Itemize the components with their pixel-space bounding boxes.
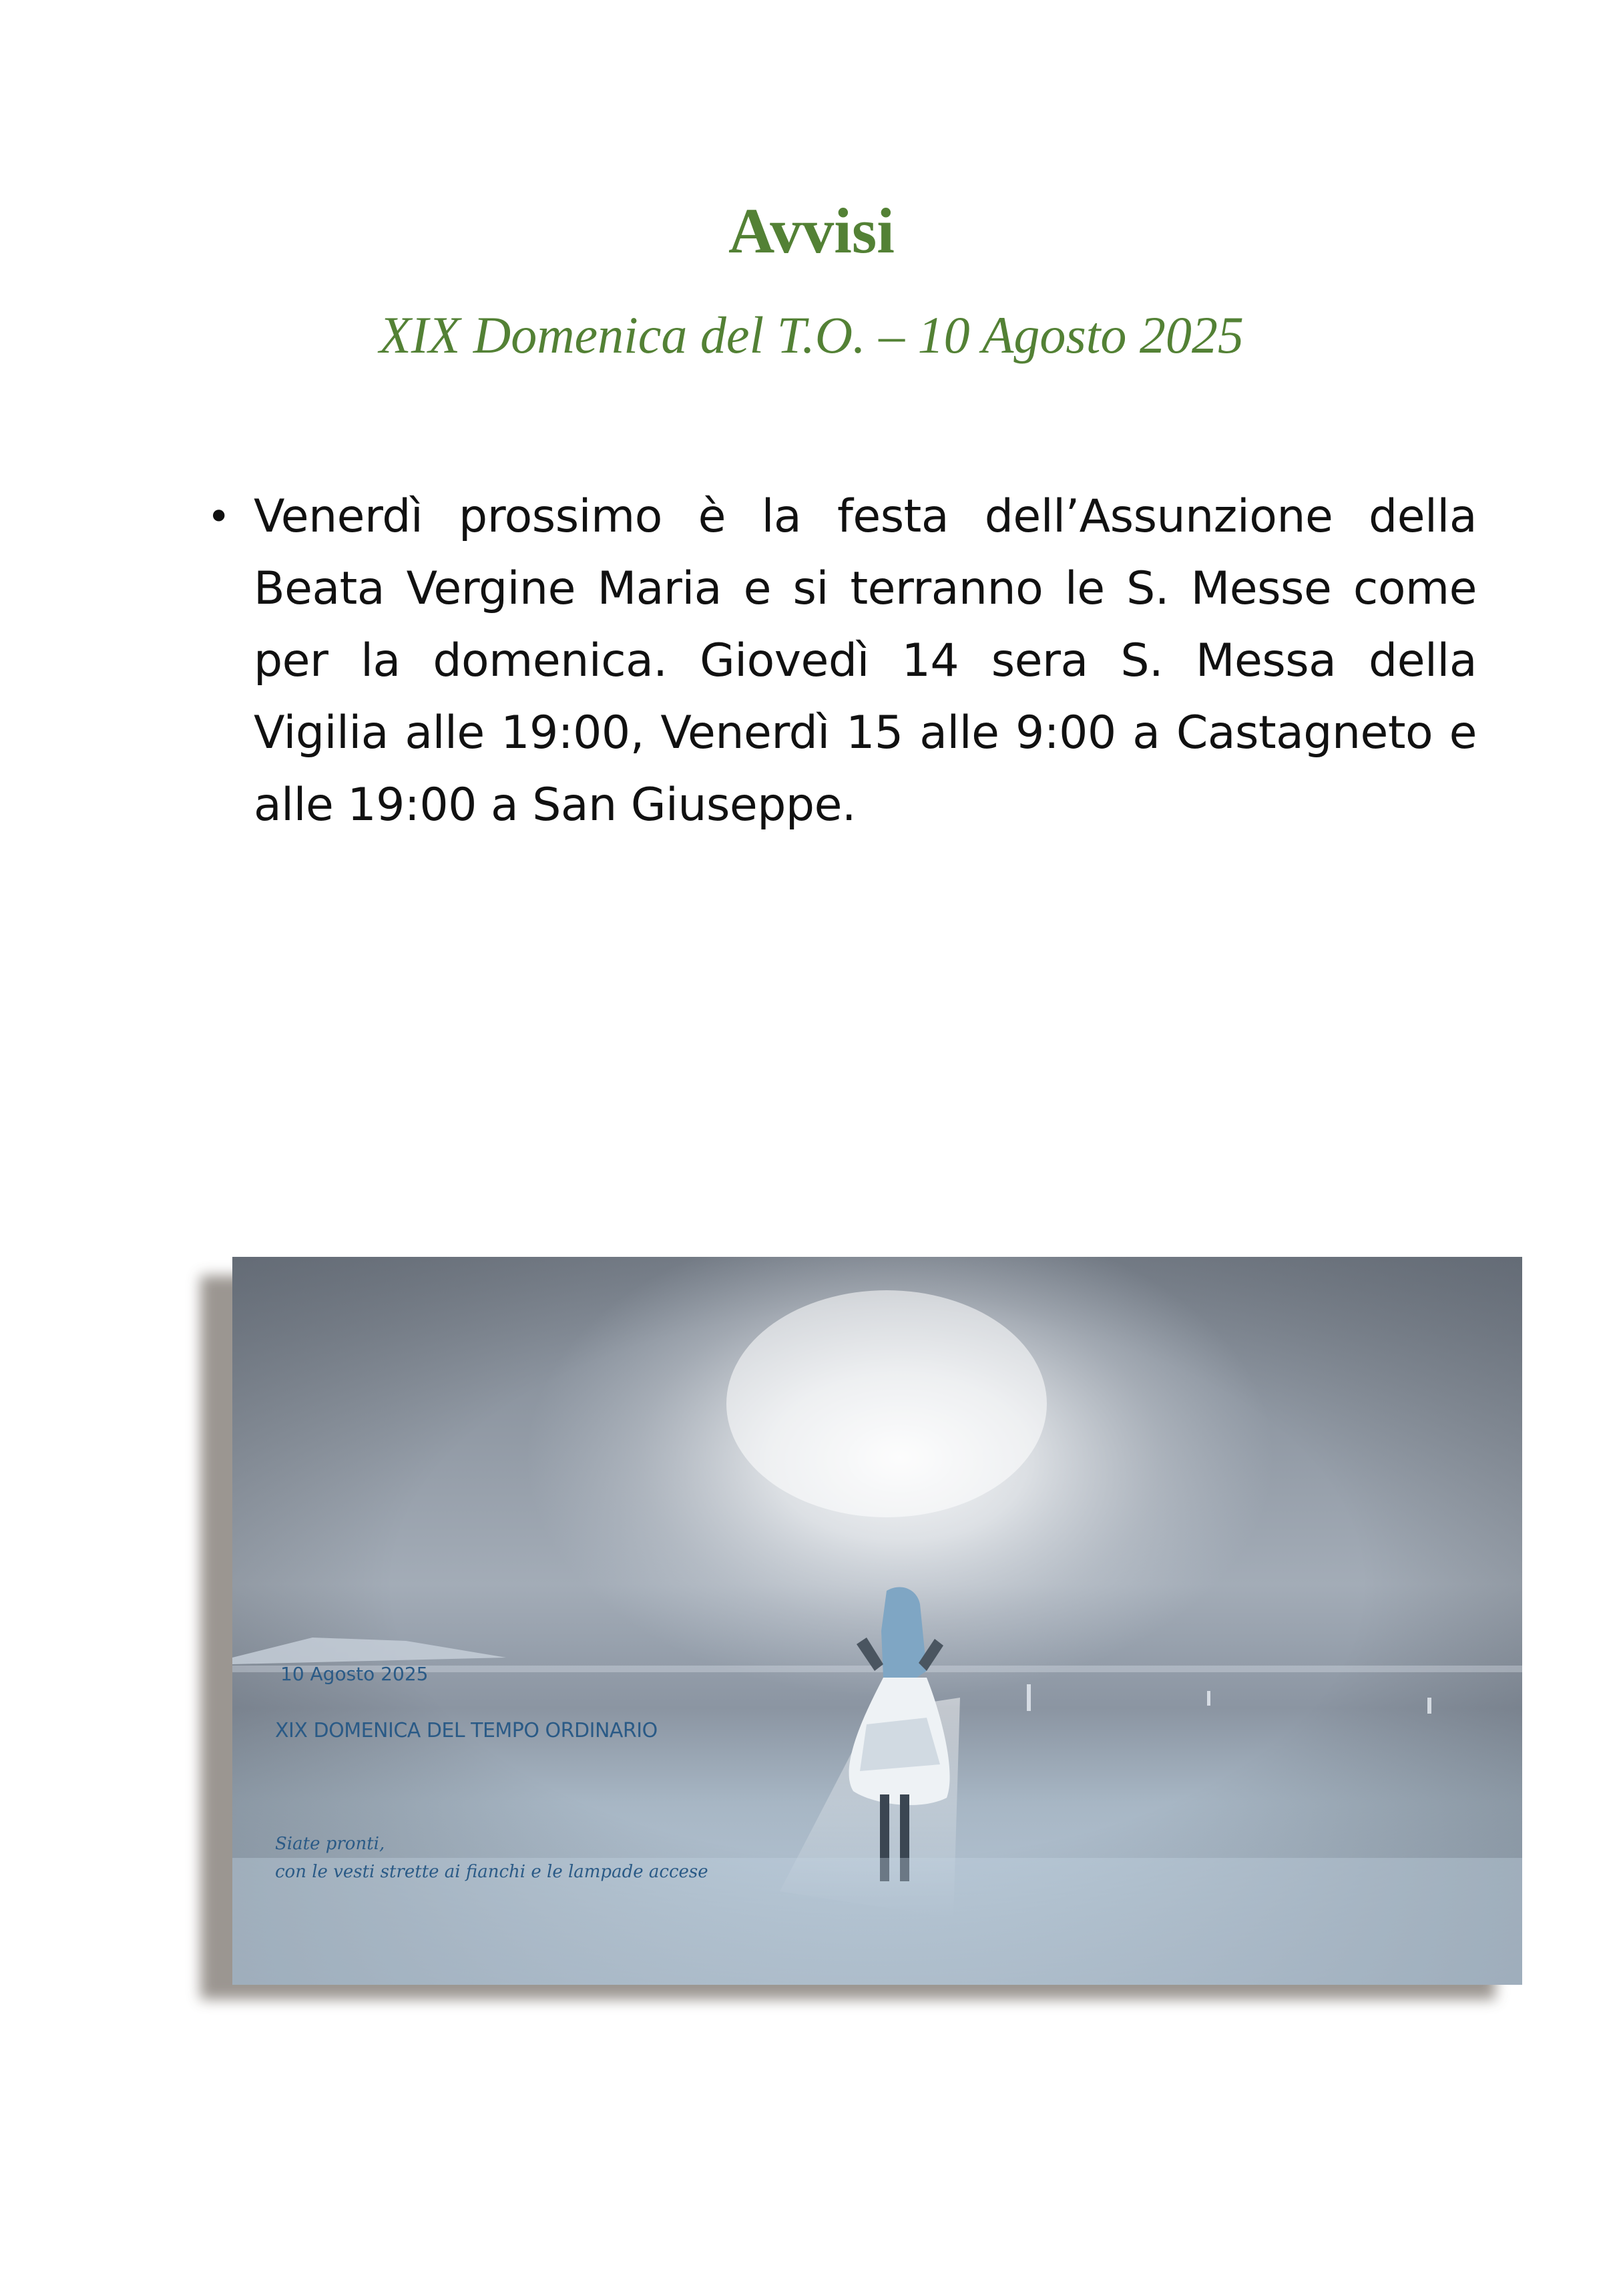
page-subtitle: XIX Domenica del T.O. – 10 Agosto 2025 xyxy=(379,306,1244,364)
card-date: 10 Agosto 2025 xyxy=(280,1663,429,1685)
bullet-icon: • xyxy=(207,494,231,540)
page-title: Avvisi xyxy=(728,195,895,266)
card-quote-line: Siate pronti, xyxy=(275,1834,385,1854)
image-card xyxy=(232,1257,1522,1985)
card-quote xyxy=(275,1830,708,1886)
card-heading: XIX DOMENICA DEL TEMPO ORDINARIO xyxy=(275,1719,658,1742)
card-quote-line: con le vesti strette ai fianchi e le lampade accese xyxy=(275,1862,708,1882)
notice-list xyxy=(200,481,1477,841)
notice-item xyxy=(200,481,1477,841)
notice-text: Venerdì prossimo è la festa dell’Assunzione della Beata Vergine Maria e si terranno le S. Messe come per la domenica. Giovedì 14 sera S. Messa della Vigilia alle 19:00, Venerdì 15 alle 9:00 a Castagneto e alle 19:00 a San Giuseppe. xyxy=(254,490,1477,831)
